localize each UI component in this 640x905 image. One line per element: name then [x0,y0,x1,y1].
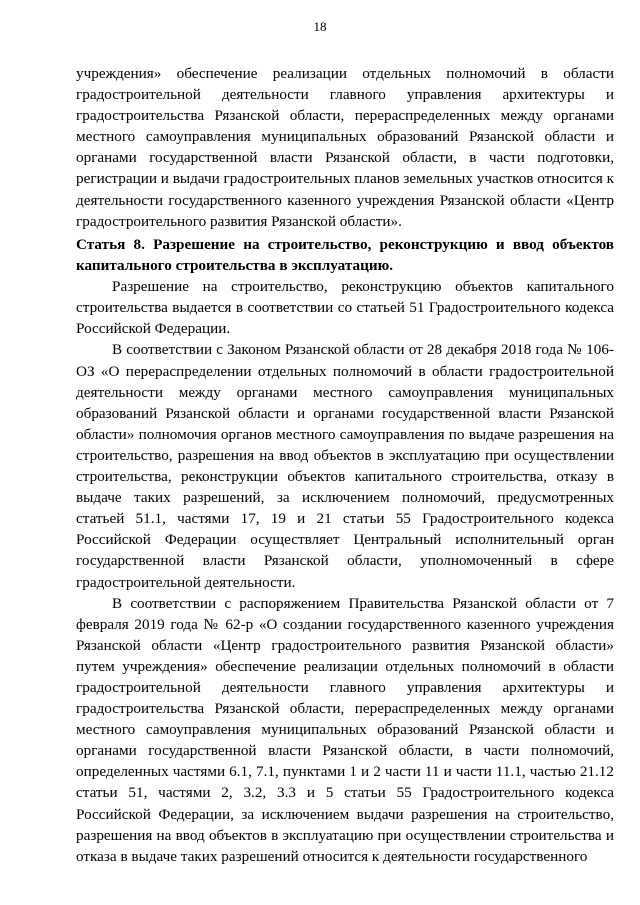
article-8-section [76,234,614,867]
article-paragraph-2: В соответствии с Законом Рязанской области от 28 декабря 2018 года № 106-ОЗ «О перераспределении отдельных полномочий в области градостроительной деятельности между органами местного самоуправления муниципальных образований Рязанской области и органами государственной власти Рязанской области» полномочия органов местного самоуправления по выдаче разрешения на строительство, разрешения на ввод объектов в эксплуатацию при осуществлении строительства, реконструкции объектов капитального строительства, отказу в выдаче таких разрешений, за исключением полномочий, предусмотренных статьей 51.1, частями 17, 19 и 21 статьи 55 Градостроительного кодекса Российской Федерации осуществляет Центральный исполнительный орган государственной власти Рязанской области, уполномоченный в сфере градостроительной деятельности. [76,341,614,591]
article-paragraph-1: Разрешение на строительство, реконструкцию объектов капитального строительства выдается в соответствии со статьей 51 Градостроительного кодекса Российской Федерации. [76,278,614,338]
article-heading: Статья 8. Разрешение на строительство, реконструкцию и ввод объектов капитального строительства в эксплуатацию. [76,236,614,275]
continued-text-block [76,63,614,232]
article-paragraph-3: В соответствии с распоряжением Правительства Рязанской области от 7 февраля 2019 года № 62-р «О создании государственного казенного учреждения Рязанской области «Центр градостроительного развития Рязанской области» путем учреждения» обеспечение реализации отдельных полномочий в области градостроительной деятельности главного управления архитектуры и градостроительства Рязанской области, перераспределенных между органами местного самоуправления муниципальных образований Рязанской области и органами государственной власти Рязанской области, в части полномочий, определенных частями 6.1, 7.1, пунктами 1 и 2 части 11 и части 11.1, частью 21.12 статьи 51, частями 2, 3.2, 3.3 и 5 статьи 55 Градостроительного кодекса Российской Федерации, за исключением выдачи разрешения на строительство, разрешения на ввод объектов в эксплуатацию при осуществлении строительства и отказа в выдаче таких разрешений относится к деятельности государственного [76,594,614,865]
continued-paragraph: учреждения» обеспечение реализации отдельных полномочий в области градостроительной деятельности главного управления архитектуры и градостроительства Рязанской области, перераспределенных между органами местного самоуправления муниципальных образований Рязанской области и органами государственной власти Рязанской области, в части подготовки, регистрации и выдачи градостроительных планов земельных участков относится к деятельности государственного казенного учреждения Рязанской области «Центр градостроительного развития Рязанской области». [76,65,614,230]
page-number: 18 [313,19,327,34]
